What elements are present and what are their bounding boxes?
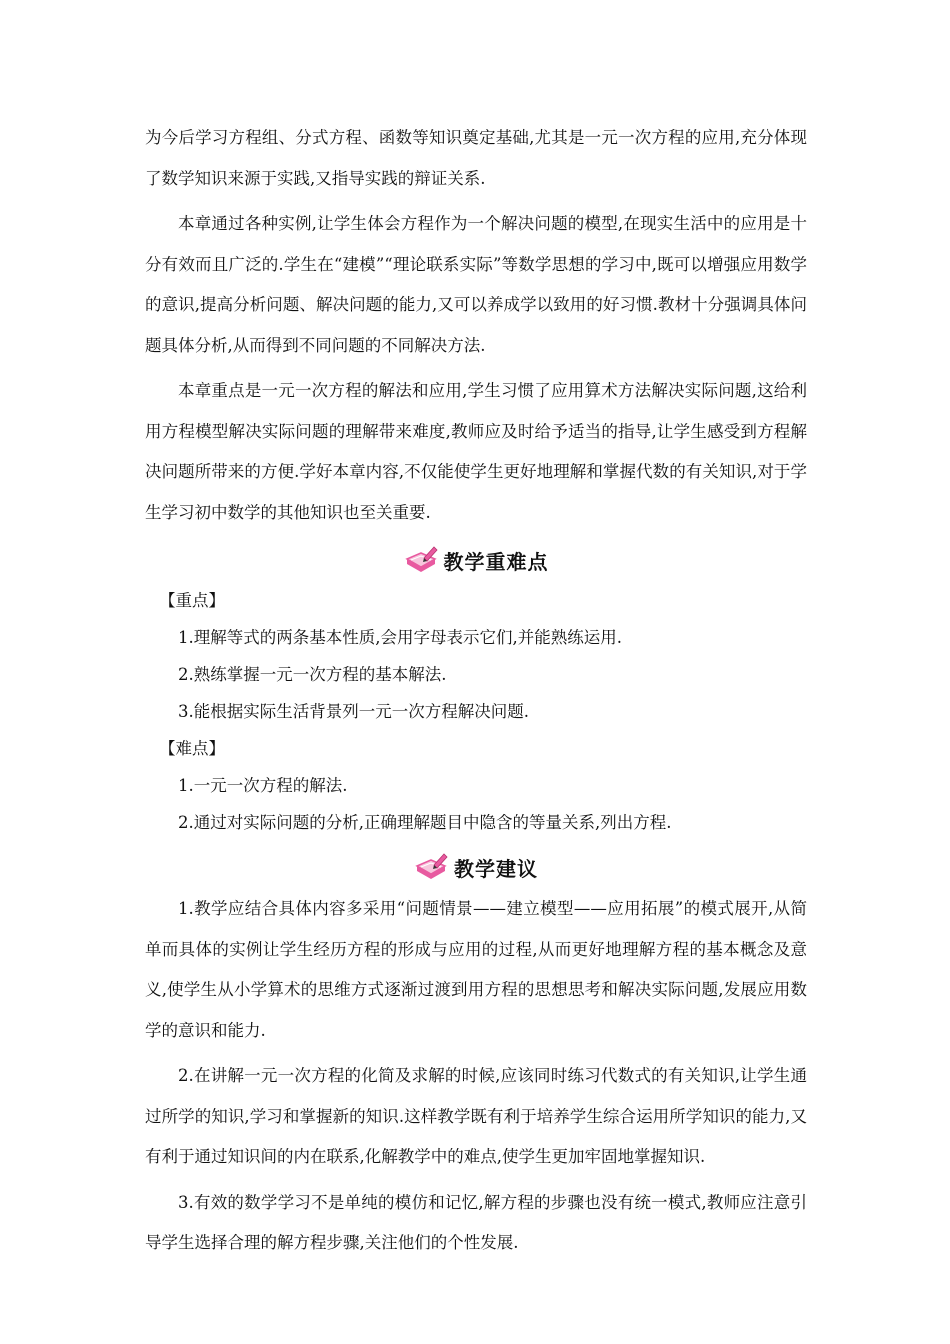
key-item: 2.熟练掌握一元一次方程的基本解法. <box>178 665 447 684</box>
key-item: 3.能根据实际生活背景列一元一次方程解决问题. <box>178 702 529 721</box>
intro-paragraph-3: 本章重点是一元一次方程的解法和应用,学生习惯了应用算术方法解决实际问题,这给利用方程模型解决实际问题的理解带来难度,教师应及时给予适当的指导,让学生感受到方程解决问题所带来的方便.学好本章内容,不仅能使学生更好地理解和掌握代数的有关知识,对于学生学习初中数学的其他知识也至关重要. <box>145 381 807 522</box>
book-pen-icon <box>414 852 448 882</box>
difficult-item: 2.通过对实际问题的分析,正确理解题目中隐含的等量关系,列出方程. <box>178 813 672 832</box>
suggestion-paragraph: 2.在讲解一元一次方程的化简及求解的时候,应该同时练习代数式的有关知识,让学生通过所学的知识,学习和掌握新的知识.这样教学既有利于培养学生综合运用所学知识的能力,又有利于通过知识间的内在联系,化解教学中的难点,使学生更加牢固地掌握知识. <box>145 1066 807 1166</box>
section-heading-key-points <box>145 538 807 582</box>
key-label: 【重点】 <box>159 591 225 610</box>
section-title: 教学重难点 <box>443 549 549 574</box>
intro-paragraph-1: 为今后学习方程组、分式方程、函数等知识奠定基础,尤其是一元一次方程的应用,充分体现了数学知识来源于实践,又指导实践的辩证关系. <box>145 128 807 188</box>
book-pen-icon <box>404 545 438 575</box>
document-page <box>145 118 807 1269</box>
difficult-label: 【难点】 <box>159 739 225 758</box>
intro-paragraph-2: 本章通过各种实例,让学生体会方程作为一个解决问题的模型,在现实生活中的应用是十分有效而且广泛的.学生在“建模”“理论联系实际”等数学思想的学习中,既可以增强应用数学的意识,提高分析问题、解决问题的能力,又可以养成学以致用的好习惯.教材十分强调具体问题具体分析,从而得到不同问题的不同解决方法. <box>145 214 807 355</box>
difficult-item: 1.一元一次方程的解法. <box>178 776 348 795</box>
suggestion-paragraph: 3.有效的数学学习不是单纯的模仿和记忆,解方程的步骤也没有统一模式,教师应注意引导学生选择合理的解方程步骤,关注他们的个性发展. <box>145 1192 807 1252</box>
key-item: 1.理解等式的两条基本性质,会用字母表示它们,并能熟练运用. <box>178 628 622 647</box>
section-heading-suggestions <box>145 845 807 889</box>
suggestion-paragraph: 1.教学应结合具体内容多采用“问题情景——建立模型——应用拓展”的模式展开,从简单而具体的实例让学生经历方程的形成与应用的过程,从而更好地理解方程的基本概念及意义,使学生从小学算术的思维方式逐渐过渡到用方程的思想思考和解决实际问题,发展应用数学的意识和能力. <box>145 899 807 1040</box>
section-title: 教学建议 <box>454 856 538 881</box>
